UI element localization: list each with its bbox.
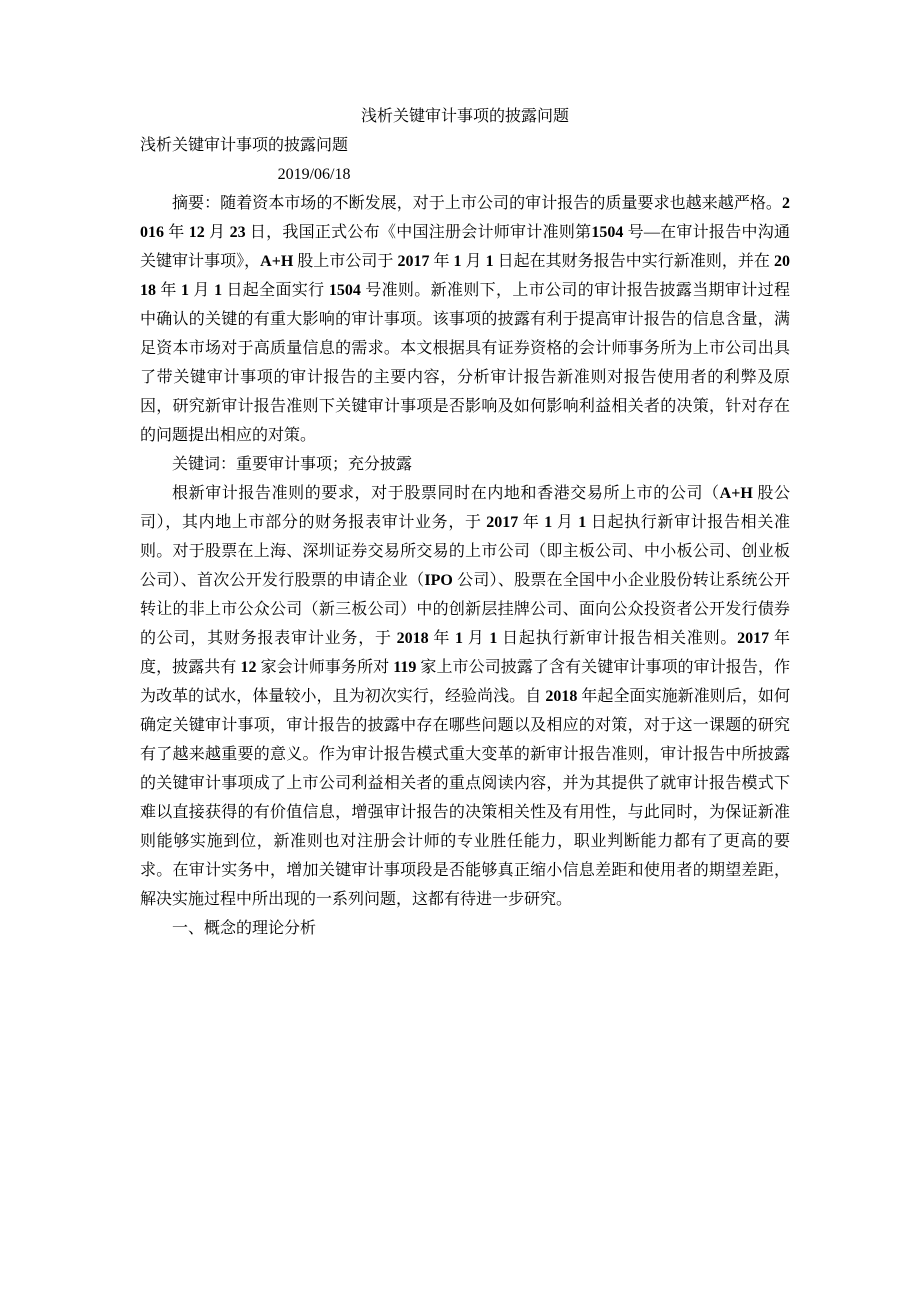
keywords-line: 关键词：重要审计事项；充分披露 xyxy=(172,456,413,473)
body-paragraph: 根新审计报告准则的要求，对于股票同时在内地和香港交易所上市的公司（A+H 股公司），其内地上市部分的财务报表审计业务，于 2017 年 1 月 1 日起执行新审计报告相关准则。对于股票在上海、深圳证券交易所交易的上市公司（即主板公司、中小板公司、创业板公司）、首次公开发行股票的申请企业（IPO 公司）、股票在全国中小企业股份转让系统公开转让的非上市公众公司（新三板公司）中的创新层挂牌公司、面向公众投资者公开发行债券的公司，其财务报表审计业务，于 2018 年 1 月 1 日起执行新审计报告相关准则。2017 年度，披露共有 12 家会计师事务所对 119 家上市公司披露了含有关键审计事项的审计报告，作为改革的试水，体量较小，且为初次实行，经验尚浅。自 2018 年起全面实施新准则后，如何确定关键审计事项，审计报告的披露中存在哪些问题以及相应的对策，对于这一课题的研究有了越来越重要的意义。作为审计报告模式重大变革的新审计报告准则，审计报告中所披露的关键审计事项成了上市公司利益相关者的重点阅读内容，并为其提供了就审计报告模式下难以直接获得的有价值信息，增强审计报告的决策相关性及有用性，与此同时，为保证新准则能够实施到位，新准则也对注册会计师的专业胜任能力，职业判断能力都有了更高的要求。在审计实务中，增加关键审计事项段是否能够真正缩小信息差距和使用者的期望差距，解决实施过程中所出现的一系列问题，这都有待进一步研究。 xyxy=(140,485,790,908)
section-heading: 一、概念的理论分析 xyxy=(172,920,317,937)
abstract-paragraph: 摘要：随着资本市场的不断发展，对于上市公司的审计报告的质量要求也越来越严格。2016 年 12 月 23 日，我国正式公布《中国注册会计师审计准则第1504 号—在审计报告中沟通关键审计事项》，A+H 股上市公司于 2017 年 1 月 1 日起在其财务报告中实行新准则，并在 2018 年 1 月 1 日起全面实行 1504 号准则。新准则下，上市公司的审计报告披露当期审计过程中确认的关键的有重大影响的审计事项。该事项的披露有利于提高审计报告的信息含量，满足资本市场对于高质量信息的需求。本文根据具有证券资格的会计师事务所为上市公司出具了带关键审计事项的审计报告的主要内容，分析审计报告新准则对报告使用者的利弊及原因，研究新审计报告准则下关键审计事项是否影响及如何影响利益相关者的决策，针对存在的问题提出相应的对策。 xyxy=(140,195,790,444)
document-date: 2019/06/18 xyxy=(277,166,351,183)
document-title: 浅析关键审计事项的披露问题 xyxy=(360,108,569,125)
document-subtitle: 浅析关键审计事项的披露问题 xyxy=(140,137,349,154)
